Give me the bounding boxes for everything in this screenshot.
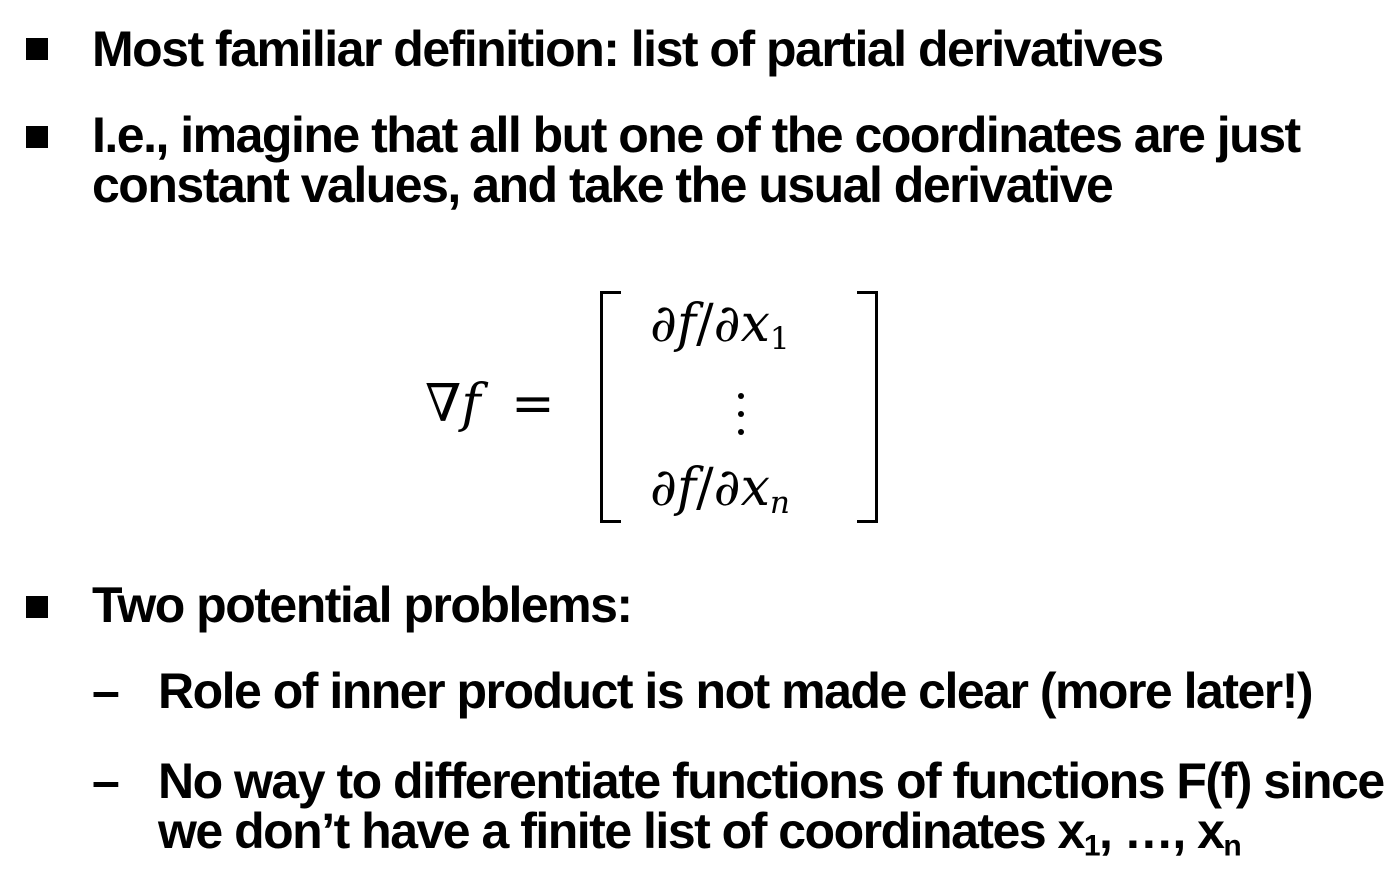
sub-bullet-2-dash: – [92, 753, 120, 809]
left-bracket [600, 291, 621, 523]
bullet-2-marker [26, 126, 48, 148]
bullet-2-text-line1: I.e., imagine that all but one of the coordinates are just [92, 107, 1300, 163]
equation-lhs [425, 374, 555, 434]
vdot-3 [738, 429, 744, 435]
matrix-row-n: $\partial f/\partial x_n$ [650, 458, 790, 521]
vdot-1 [738, 393, 744, 399]
bullet-3-text: Two potential problems: [92, 577, 632, 633]
bullet-2-text-line2: constant values, and take the usual derivative [92, 157, 1113, 213]
bullet-1-marker [26, 38, 48, 60]
sub-bullet-2-text-line1: No way to differentiate functions of functions F(f) since [158, 753, 1384, 809]
bullet-3-marker [26, 596, 48, 618]
vdot-2 [738, 411, 744, 417]
sub-bullet-1-text: Role of inner product is not made clear (more later!) [158, 663, 1313, 719]
nabla-symbol: ∇ [425, 374, 462, 434]
sub-bullet-2-text-line2: we don’t have a finite list of coordinates $x_1$, …, $x_n$ [158, 803, 1241, 863]
right-bracket [857, 291, 878, 523]
function-f: f [461, 374, 481, 434]
equals-sign: = [511, 374, 555, 434]
sub-bullet-1-dash: – [92, 663, 120, 719]
bullet-1-text: Most familiar definition: list of partial derivatives [92, 21, 1163, 77]
matrix-row-1: $\partial f/\partial x_1$ [650, 294, 790, 357]
